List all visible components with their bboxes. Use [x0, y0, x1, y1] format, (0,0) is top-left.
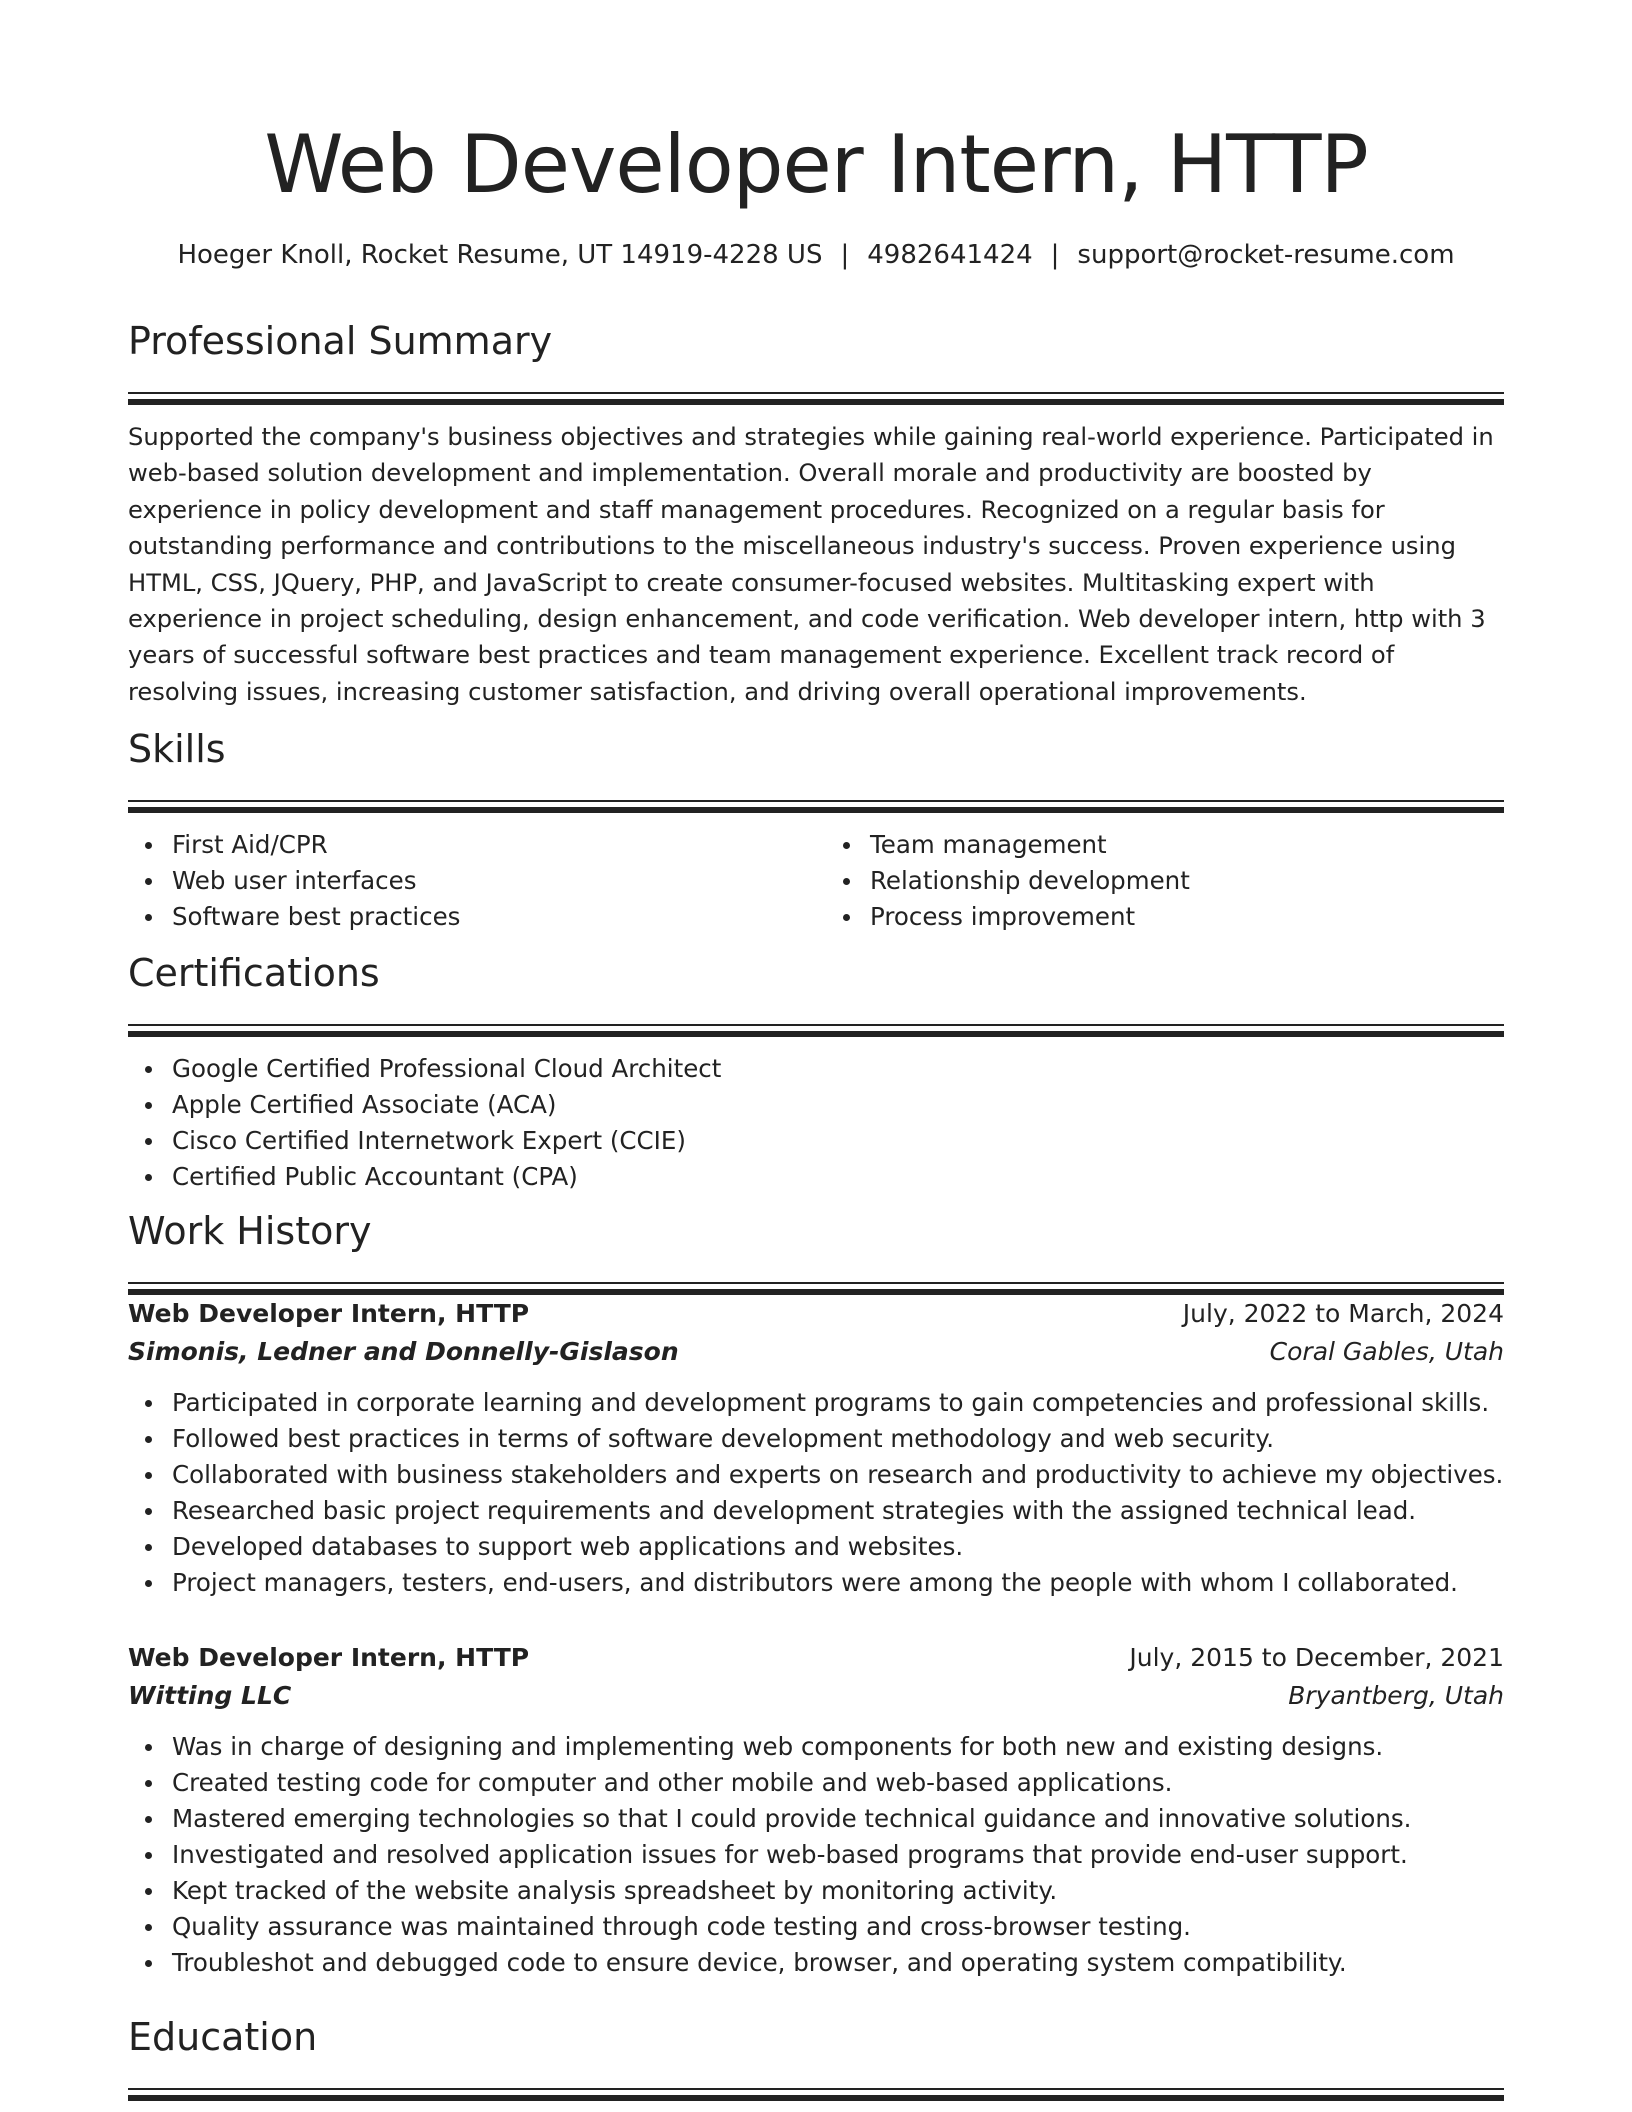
job-bullet: Developed databases to support web applications and websites.: [128, 1529, 1504, 1565]
work-history-heading: Work History: [128, 1209, 372, 1253]
skills-columns: [128, 827, 1504, 935]
contact-line: [128, 240, 1504, 270]
job-location: Coral Gables, Utah: [1269, 1337, 1504, 1366]
skill-item: Web user interfaces: [128, 863, 816, 899]
skill-item: First Aid/CPR: [128, 827, 816, 863]
job-bullet: Kept tracked of the website analysis spreadsheet by monitoring activity.: [128, 1873, 1504, 1909]
job-bullet: Investigated and resolved application issues for web-based programs that provide end-user support.: [128, 1837, 1504, 1873]
job-bullet: Participated in corporate learning and development programs to gain competencies and professional skills.: [128, 1385, 1504, 1421]
summary-text: Supported the company's business objectives and strategies while gaining real-world experience. Participated in web-based solution development and implementation. Overall morale and productivity are boosted by experience in policy development and staff management procedures. Recognized on a regular basis for outstanding performance and contributions to the miscellaneous industry's success. Proven experience using HTML, CSS, JQuery, PHP, and JavaScript to create consumer-focused websites. Multitasking expert with experience in project scheduling, design enhancement, and code verification. Web developer intern, http with 3 years of successful software best practices and team management experience. Excellent track record of resolving issues, increasing customer satisfaction, and driving overall operational improvements.: [128, 423, 1494, 706]
job-header-row: [128, 1639, 1504, 1677]
certification-item: Certified Public Accountant (CPA): [128, 1159, 1504, 1195]
job-bullet: Quality assurance was maintained through code testing and cross-browser testing.: [128, 1909, 1504, 1945]
job-title: Web Developer Intern, HTTP: [128, 1643, 530, 1672]
education-section: [128, 2014, 1504, 2101]
job-dates: July, 2022 to March, 2024: [1182, 1299, 1504, 1328]
section-divider: [128, 2088, 1504, 2101]
summary-section: [128, 318, 1504, 710]
contact-separator: |: [1050, 240, 1060, 270]
skills-section: [128, 726, 1504, 935]
certifications-heading: Certifications: [128, 951, 380, 995]
skill-item: Process improvement: [826, 899, 1504, 935]
skill-item: Software best practices: [128, 899, 816, 935]
job-location: Bryantberg, Utah: [1288, 1681, 1504, 1710]
summary-heading: Professional Summary: [128, 319, 553, 363]
job-bullet: Was in charge of designing and implementing web components for both new and existing designs.: [128, 1729, 1504, 1765]
contact-separator: |: [840, 240, 850, 270]
job-title: Web Developer Intern, HTTP: [128, 1299, 530, 1328]
section-divider: [128, 1282, 1504, 1295]
job-entry: [128, 1295, 1504, 1601]
job-bullet: Mastered emerging technologies so that I could provide technical guidance and innovative solutions.: [128, 1801, 1504, 1837]
job-dates: July, 2015 to December, 2021: [1129, 1643, 1504, 1672]
work-history-section: [128, 1208, 1504, 1295]
job-company: Witting LLC: [128, 1681, 292, 1710]
certifications-list: [128, 1051, 1504, 1195]
certification-item: Google Certified Professional Cloud Architect: [128, 1051, 1504, 1087]
job-company-row: [128, 1333, 1504, 1371]
job-bullet: Troubleshot and debugged code to ensure device, browser, and operating system compatibility.: [128, 1945, 1504, 1981]
job-bullets: [128, 1385, 1504, 1601]
job-company: Simonis, Ledner and Donnelly-Gislason: [128, 1337, 679, 1366]
job-header-row: [128, 1295, 1504, 1333]
certification-item: Cisco Certified Internetwork Expert (CCIE): [128, 1123, 1504, 1159]
section-divider: [128, 392, 1504, 405]
education-heading: Education: [128, 2015, 318, 2059]
job-bullet: Created testing code for computer and other mobile and web-based applications.: [128, 1765, 1504, 1801]
skills-right-list: [816, 827, 1504, 935]
skill-item: Relationship development: [826, 863, 1504, 899]
resume-name: Web Developer Intern, HTTP: [264, 118, 1368, 211]
certifications-section: [128, 950, 1504, 1195]
skills-heading: Skills: [128, 727, 226, 771]
job-bullet: Collaborated with business stakeholders and experts on research and productivity to achieve my objectives.: [128, 1457, 1504, 1493]
certification-item: Apple Certified Associate (ACA): [128, 1087, 1504, 1123]
job-bullets: [128, 1729, 1504, 1981]
job-company-row: [128, 1677, 1504, 1715]
skills-left-list: [128, 827, 816, 935]
contact-email: support@rocket-resume.com: [1077, 240, 1455, 270]
section-divider: [128, 800, 1504, 813]
skill-item: Team management: [826, 827, 1504, 863]
contact-phone: 4982641424: [867, 240, 1033, 270]
job-bullet: Project managers, testers, end-users, and distributors were among the people with whom I collaborated.: [128, 1565, 1504, 1601]
job-bullet: Researched basic project requirements and development strategies with the assigned technical lead.: [128, 1493, 1504, 1529]
job-entry: [128, 1639, 1504, 1981]
section-divider: [128, 1024, 1504, 1037]
contact-address: Hoeger Knoll, Rocket Resume, UT 14919-4228 US: [177, 240, 823, 270]
job-bullet: Followed best practices in terms of software development methodology and web security.: [128, 1421, 1504, 1457]
